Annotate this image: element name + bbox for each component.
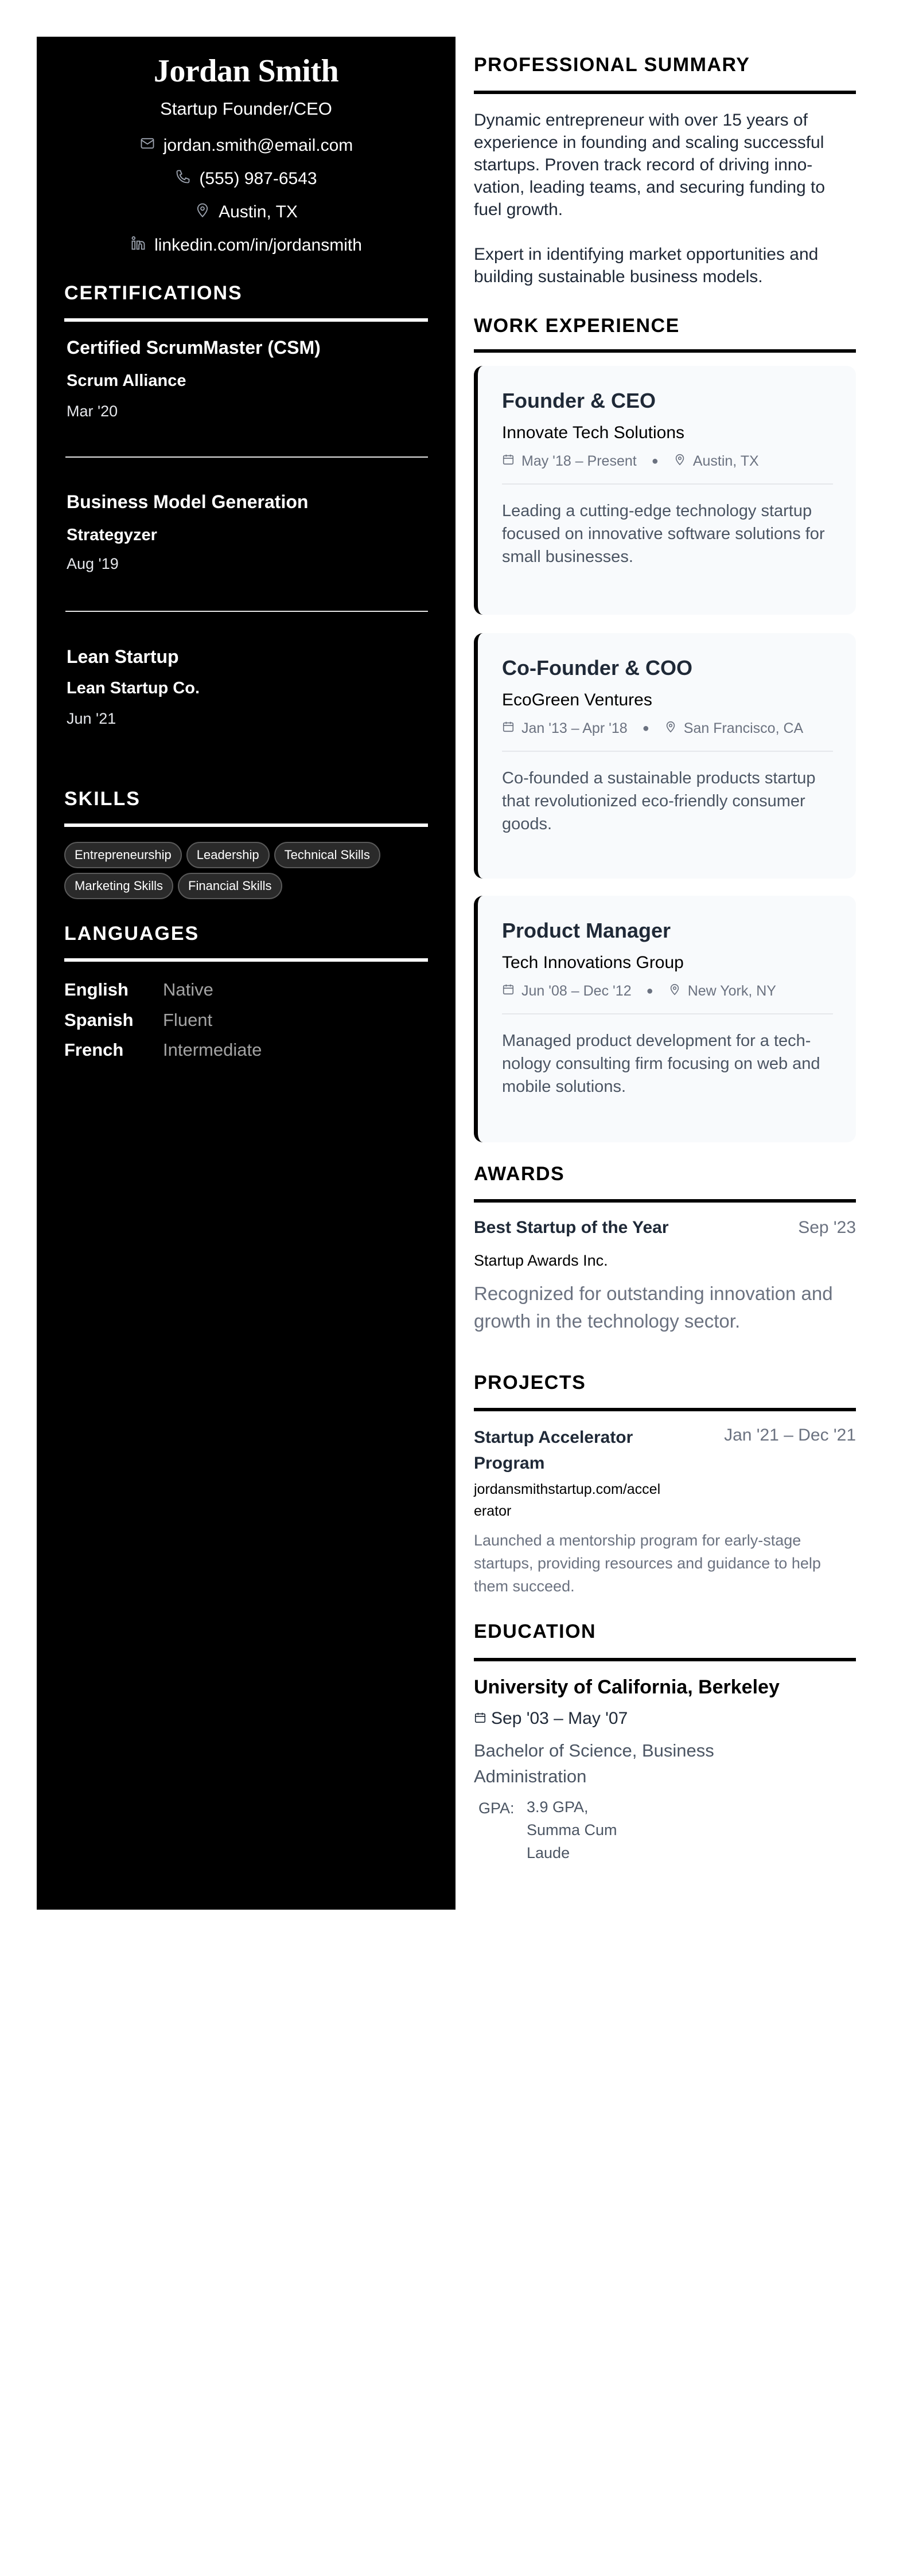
job-dates: Jun '08 – Dec '12 <box>521 983 632 999</box>
job-location: San Francisco, CA <box>683 720 804 736</box>
meta-separator: ● <box>646 985 653 997</box>
language-level: Native <box>163 979 213 1000</box>
awards-heading: AWARDS <box>474 1163 565 1185</box>
education-divider <box>474 1658 856 1661</box>
education-school: University of California, Berkeley <box>474 1676 780 1698</box>
experience-heading: WORK EXPERIENCE <box>474 315 680 337</box>
location-pin-icon <box>194 202 211 223</box>
award-organization: Startup Awards Inc. <box>474 1252 608 1269</box>
card-divider <box>502 483 833 485</box>
certifications-divider <box>64 318 428 322</box>
project-description: Launched a mentorship program for early-stage startups, providing resources and guidance to help them succeed. <box>474 1532 821 1595</box>
job-dates: Jan '13 – Apr '18 <box>521 720 628 736</box>
cert-title: Business Model Generation <box>67 491 309 512</box>
calendar-icon <box>502 983 521 1000</box>
job-meta <box>502 983 833 1000</box>
contact-linkedin[interactable] <box>37 235 456 256</box>
location-text: Austin, TX <box>219 202 298 221</box>
summary-paragraph: Expert in identifying market opportunities and building sustainable business models. <box>474 245 819 286</box>
job-description: Managed product development for a technology consulting firm focusing on web and mobile solutions. <box>502 1032 820 1096</box>
job-location: New York, NY <box>687 983 776 999</box>
award-date: Sep '23 <box>798 1218 856 1237</box>
calendar-icon <box>502 453 521 470</box>
sidebar <box>37 37 456 1910</box>
contact-email[interactable] <box>37 135 456 156</box>
cert-issuer: Scrum Alliance <box>67 372 186 390</box>
projects-heading: PROJECTS <box>474 1372 586 1394</box>
location-pin-icon <box>673 453 693 470</box>
language-row <box>64 1040 428 1060</box>
experience-card <box>474 633 856 879</box>
award-description: Recognized for outstanding innovation and growth in the technology sector. <box>474 1283 833 1332</box>
certifications-heading: CERTIFICATIONS <box>64 282 243 304</box>
awards-divider <box>474 1199 856 1203</box>
contact-phone[interactable] <box>37 169 456 189</box>
gpa-label: GPA: <box>478 1800 515 1817</box>
linkedin-icon <box>130 235 146 256</box>
cert-title: Certified ScrumMaster (CSM) <box>67 337 321 358</box>
job-role: Product Manager <box>502 919 671 942</box>
cert-date: Mar '20 <box>67 403 118 420</box>
calendar-icon <box>474 1709 486 1728</box>
cert-date: Aug '19 <box>67 555 119 572</box>
languages-heading: LANGUAGES <box>64 923 200 944</box>
job-meta <box>502 453 833 470</box>
job-meta <box>502 720 833 737</box>
contact-location <box>37 202 456 223</box>
skill-tag: Leadership <box>186 842 270 868</box>
gpa-value: 3.9 GPA, Summa Cum Laude <box>527 1798 617 1861</box>
meta-separator: ● <box>642 722 649 735</box>
cert-issuer: Lean Startup Co. <box>67 679 200 697</box>
mail-icon <box>139 135 155 156</box>
skills-divider <box>64 823 428 827</box>
project-title: Startup Accelerator Program <box>474 1428 633 1473</box>
cert-date: Jun '21 <box>67 710 116 727</box>
skills-list <box>64 842 428 899</box>
job-title: Startup Founder/CEO <box>160 99 332 119</box>
project-link[interactable]: jordansmithstartup.com/accelerator <box>474 1481 661 1519</box>
cert-issuer: Strategyzer <box>67 526 157 544</box>
candidate-name: Jordan Smith <box>153 53 339 89</box>
card-divider <box>502 1013 833 1014</box>
award-title: Best Startup of the Year <box>474 1218 669 1237</box>
job-description: Leading a cutting-edge technology startup focused on innovative software solutions for small businesses. <box>502 502 825 566</box>
job-role: Co-Founder & COO <box>502 656 692 680</box>
job-role: Founder & CEO <box>502 389 656 412</box>
job-dates: May '18 – Present <box>521 453 637 469</box>
meta-separator: ● <box>651 455 659 467</box>
skill-tag: Financial Skills <box>178 873 282 899</box>
skill-tag: Entrepreneurship <box>64 842 182 868</box>
job-location: Austin, TX <box>692 453 759 469</box>
language-row <box>64 979 428 1000</box>
skill-tag: Marketing Skills <box>64 873 173 899</box>
summary-heading: PROFESSIONAL SUMMARY <box>474 54 750 76</box>
cert-title: Lean Startup <box>67 646 179 667</box>
calendar-icon <box>502 720 521 737</box>
language-level: Intermediate <box>163 1040 262 1060</box>
project-dates: Jan '21 – Dec '21 <box>724 1426 856 1445</box>
language-row <box>64 1010 428 1031</box>
experience-card <box>474 896 856 1142</box>
experience-card <box>474 366 856 615</box>
language-level: Fluent <box>163 1010 213 1030</box>
location-pin-icon <box>668 983 688 1000</box>
skills-heading: SKILLS <box>64 788 141 810</box>
email-text: jordan.smith@email.com <box>163 136 353 155</box>
phone-text: (555) 987-6543 <box>199 169 317 188</box>
languages-divider <box>64 958 428 962</box>
education-dates-row <box>474 1709 628 1728</box>
education-degree: Bachelor of Science, Business Administration <box>474 1740 714 1786</box>
location-pin-icon <box>664 720 684 737</box>
job-description: Co-founded a sustainable products startup that revolutionized eco-friendly consumer goods. <box>502 769 816 833</box>
language-name: English <box>64 979 129 1000</box>
summary-divider <box>474 91 856 94</box>
phone-icon <box>175 169 191 189</box>
job-company: Tech Innovations Group <box>502 953 684 972</box>
cert-separator <box>65 456 428 458</box>
job-company: Innovate Tech Solutions <box>502 423 685 442</box>
cert-separator <box>65 611 428 612</box>
language-name: Spanish <box>64 1010 134 1030</box>
skill-tag: Technical Skills <box>274 842 380 868</box>
experience-divider <box>474 349 856 353</box>
job-company: EcoGreen Ventures <box>502 690 652 709</box>
language-name: French <box>64 1040 124 1060</box>
summary-paragraph: Dynamic entrepreneur with over 15 years of experience in founding and scaling successful startups. Proven track record of driving innovation, leading teams, and securing funding to fuel growth. <box>474 111 826 219</box>
education-dates: Sep '03 – May '07 <box>491 1709 628 1728</box>
card-divider <box>502 751 833 752</box>
education-heading: EDUCATION <box>474 1621 597 1642</box>
projects-divider <box>474 1408 856 1411</box>
linkedin-text: linkedin.com/in/jordansmith <box>154 236 362 255</box>
